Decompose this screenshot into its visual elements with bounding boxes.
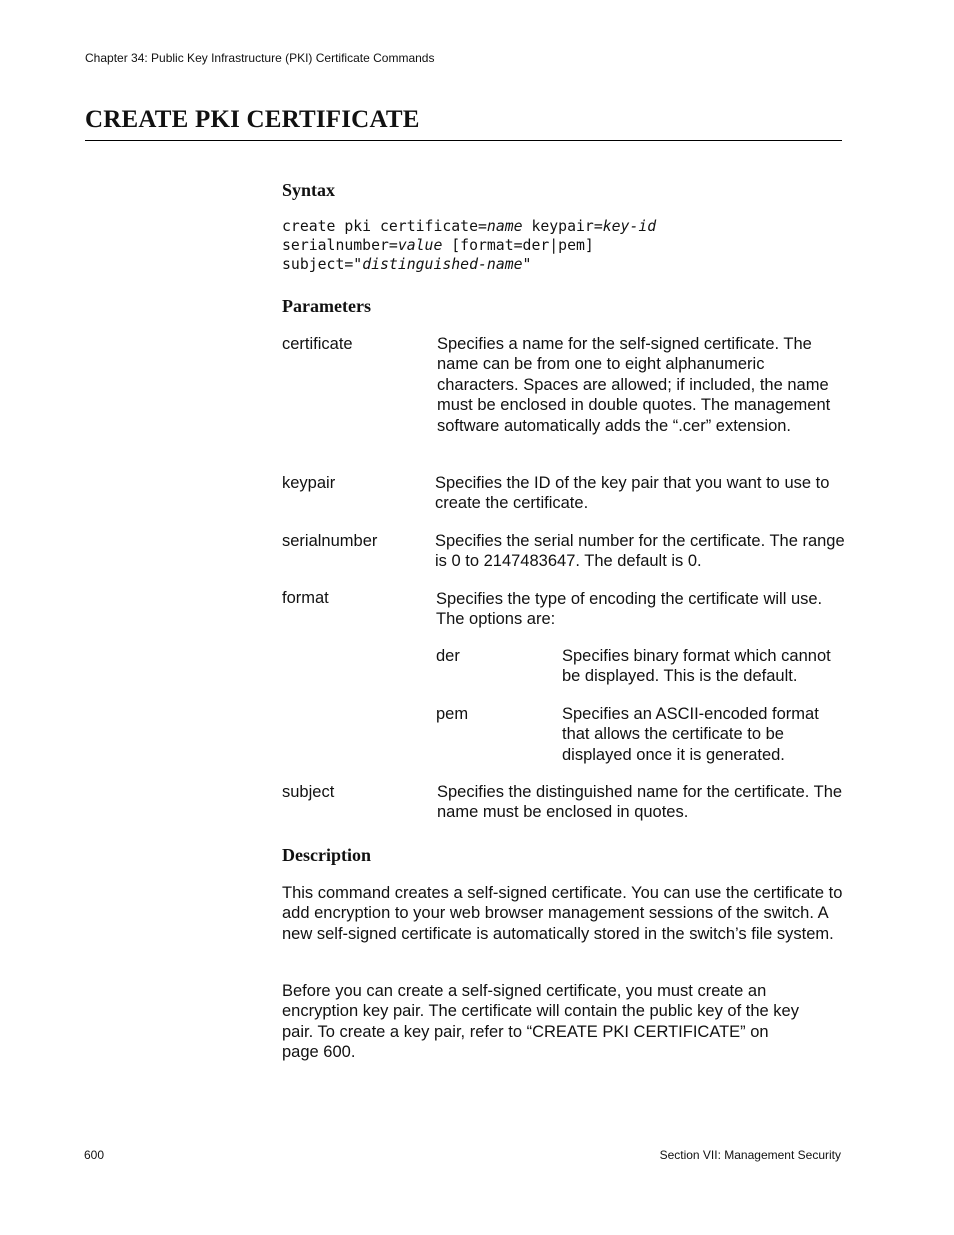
description-heading: Description (282, 845, 371, 865)
syntax-block (282, 217, 656, 274)
param-desc-keypair: Specifies the ID of the key pair that you want to use to create the certificate. (435, 474, 830, 513)
param-name-certificate: certificate (282, 335, 353, 353)
title-rule (85, 140, 842, 141)
syntax-variable: name (486, 218, 523, 235)
syntax-text: serialnumber= (282, 237, 398, 254)
syntax-text: keypair= (522, 218, 603, 235)
param-desc-serialnumber: Specifies the serial number for the certificate. The range is 0 to 2147483647. The default is 0. (435, 532, 845, 571)
format-option-der-desc: Specifies binary format which cannot be displayed. This is the default. (562, 647, 831, 686)
param-name-keypair: keypair (282, 474, 336, 492)
syntax-variable: distinguished-name (362, 256, 523, 273)
param-desc-certificate: Specifies a name for the self-signed certificate. The name can be from one to eight alphanumeric characters. Spaces are allowed; if included, the name must be enclosed in double quotes. The management software automatically adds the “.cer” extension. (437, 335, 831, 435)
description-paragraph-2: Before you can create a self-signed certificate, you must create an encryption key pair. The certificate will contain the public key of the key pair. To create a key pair, refer to “CREATE PKI CERTIFICATE” on page 600. (282, 982, 799, 1062)
param-name-format: format (282, 589, 329, 607)
syntax-text: [format=der|pem] (442, 237, 594, 254)
running-footer-section: Section VII: Management Security (659, 1148, 841, 1162)
parameters-heading: Parameters (282, 296, 371, 316)
syntax-variable: value (397, 237, 443, 254)
running-header: Chapter 34: Public Key Infrastructure (PKI) Certificate Commands (85, 51, 435, 65)
param-desc-format: Specifies the type of encoding the certificate will use. The options are: (436, 590, 823, 629)
syntax-text: subject=" (282, 256, 363, 273)
syntax-text: " (522, 256, 532, 273)
param-name-subject: subject (282, 783, 335, 801)
syntax-heading: Syntax (282, 180, 336, 200)
format-option-der-name: der (436, 647, 460, 665)
page-number: 600 (84, 1148, 105, 1162)
format-option-pem-name: pem (436, 705, 469, 723)
format-option-pem-desc: Specifies an ASCII-encoded format that allows the certificate to be displayed once it is generated. (562, 705, 819, 764)
param-name-serialnumber: serialnumber (282, 532, 378, 550)
syntax-text: create pki certificate= (282, 218, 487, 235)
description-paragraph-1: This command creates a self-signed certificate. You can use the certificate to add encryption to your web browser management sessions of the switch. A new self-signed certificate is automatically stored in the switch’s file system. (282, 884, 843, 943)
param-desc-subject: Specifies the distinguished name for the certificate. The name must be enclosed in quotes. (437, 783, 843, 822)
page-title: CREATE PKI CERTIFICATE (85, 106, 420, 133)
syntax-variable: key-id (602, 218, 657, 235)
